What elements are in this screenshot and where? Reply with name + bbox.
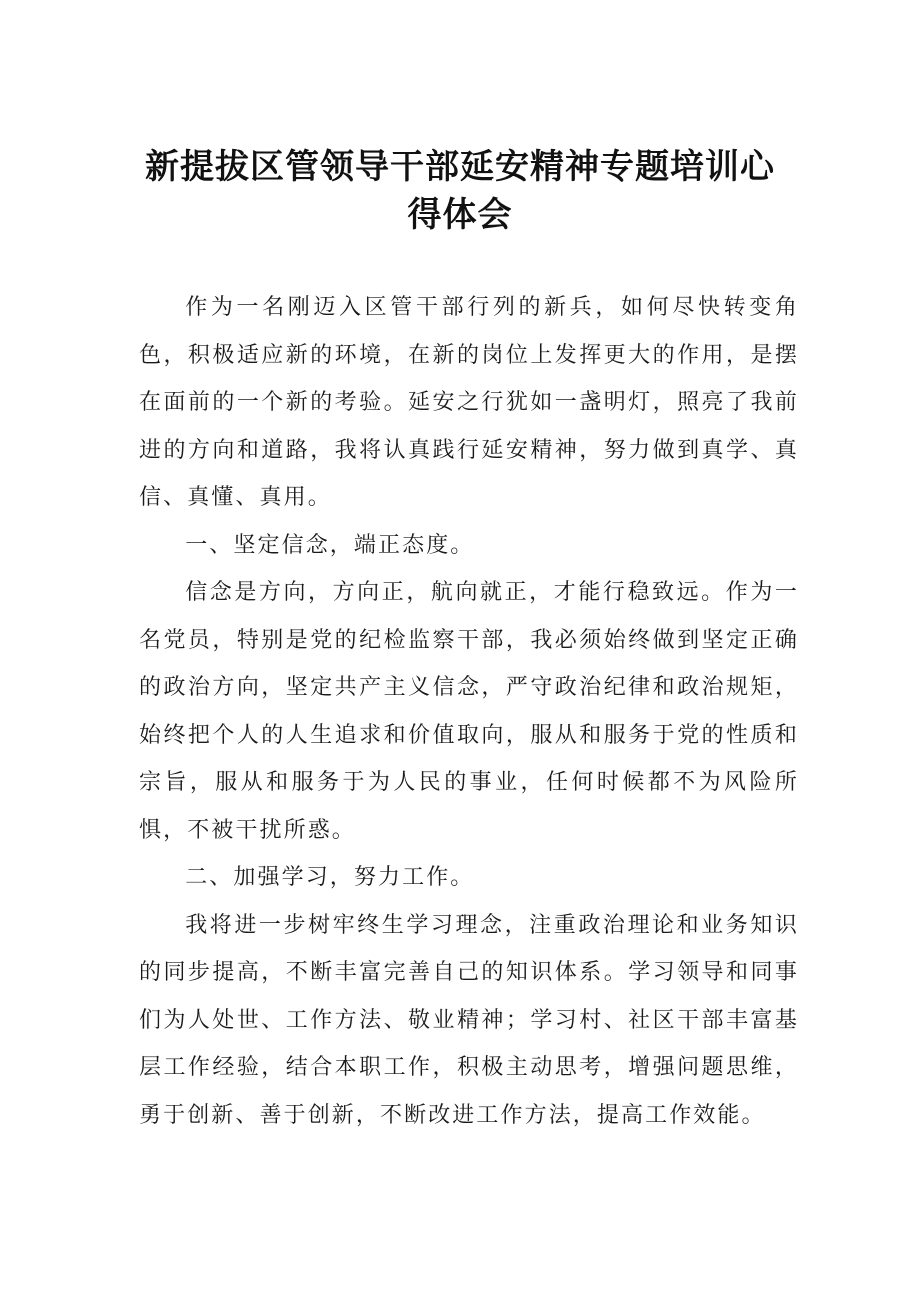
section-2-paragraph: 我将进一步树牢终生学习理念，注重政治理论和业务知识的同步提高，不断丰富完善自己的知识体系。学习领导和同事们为人处世、工作方法、敬业精神；学习村、社区干部丰富基层工作经验，结合本职工作，积极主动思考，增强问题思维，勇于创新、善于创新，不断改进工作方法，提高工作效能。 (139, 912, 799, 1128)
document-title-line-2: 得体会 (407, 195, 513, 235)
section-1-paragraph: 信念是方向，方向正，航向就正，才能行稳致远。作为一名党员，特别是党的纪检监察干部，我必须始终做到坚定正确的政治方向，坚定共产主义信念，严守政治纪律和政治规矩，始终把个人的人生追求和价值取向，服从和服务于党的性质和宗旨，服从和服务于为人民的事业，任何时候都不为风险所惧，不被干扰所惑。 (139, 580, 799, 843)
section-heading-1: 一、坚定信念，端正态度。 (185, 532, 475, 558)
document-body (139, 284, 799, 1139)
document-title-line-1: 新提拔区管领导干部延安精神专题培训心 (145, 147, 775, 187)
section-heading-2: 二、加强学习，努力工作。 (185, 865, 475, 890)
intro-paragraph: 作为一名刚迈入区管干部行列的新兵，如何尽快转变角色，积极适应新的环境，在新的岗位上发挥更大的作用，是摆在面前的一个新的考验。延安之行犹如一盏明灯，照亮了我前进的方向和道路，我将认真践行延安精神，努力做到真学、真信、真懂、真用。 (139, 295, 799, 510)
